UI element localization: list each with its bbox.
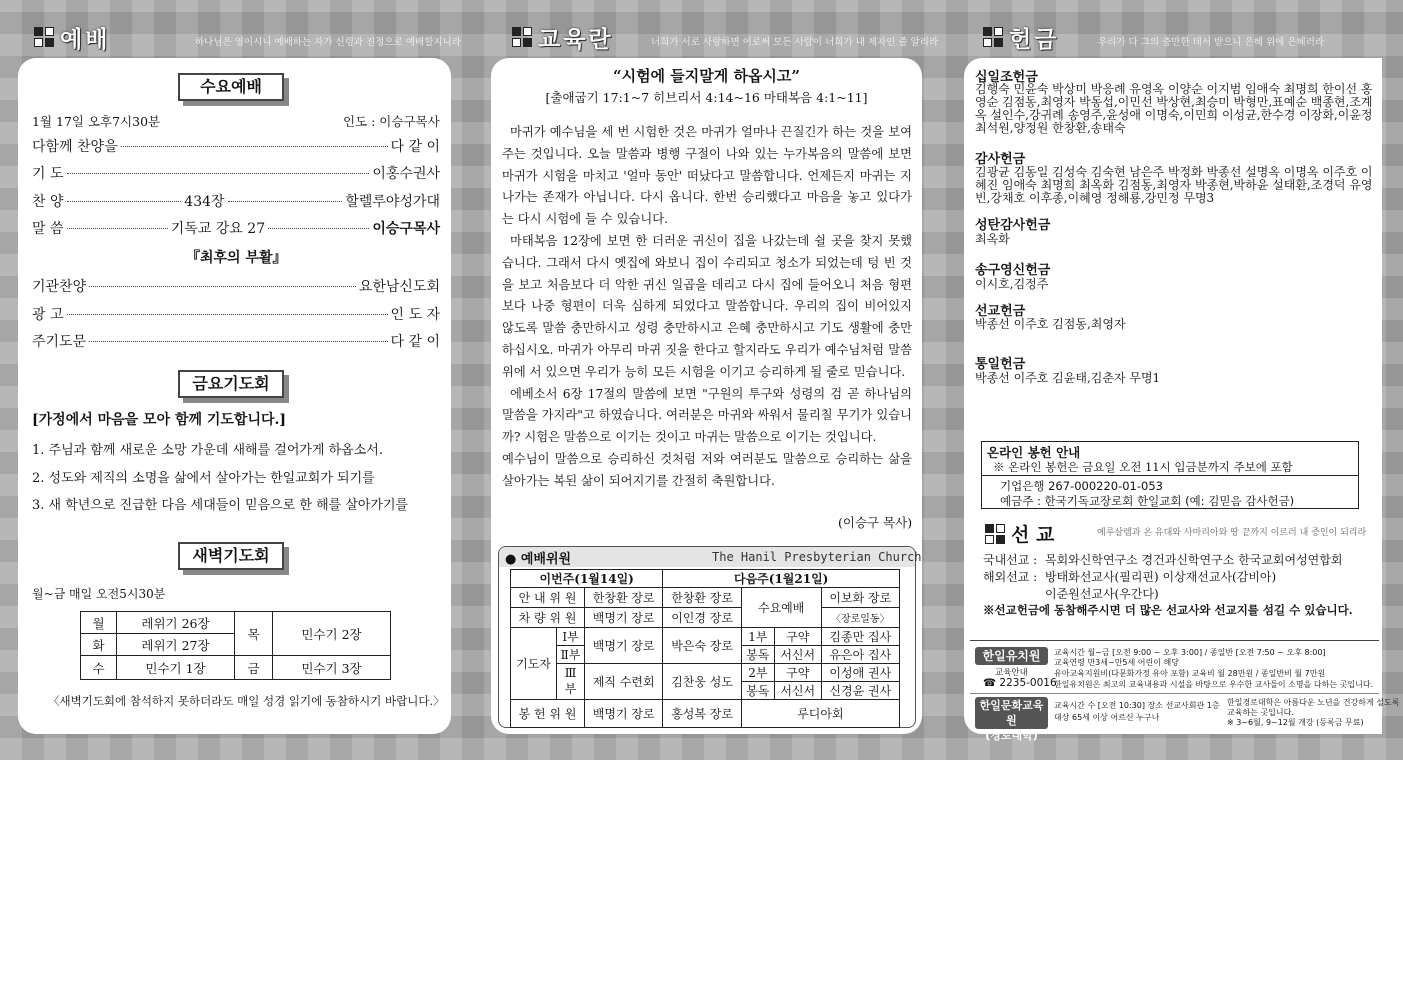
part-cell: Ⅲ부 [557,664,585,700]
online-title: 온라인 봉헌 안내 [987,445,1081,460]
role-cell: 안 내 위 원 [511,588,585,608]
order-person: 다 같 이 [390,139,440,155]
senior-info: ※ 3~6월, 9~12월 개강 (등록금 무료) [1227,718,1364,727]
dawn-time: 월~금 매일 오전5시30분 [32,587,166,601]
kindergarten-subtitle: 교육안내 [995,668,1028,678]
online-note: ※ 온라인 봉헌은 금요일 오전 11시 입금분까지 주보에 포함 [993,460,1293,474]
overseas-label: 해외선교 : [983,570,1038,584]
order-label: 기관찬양 [32,279,87,295]
order-label: 찬 양 [32,194,64,210]
prayer-item: 1. 주님과 함께 새로운 소망 가운데 새해를 걸어가게 하옵소서. [32,443,383,458]
offering-names: 박종선 이주호 김점동,최영자 [975,317,1126,331]
friday-subtitle: [가정에서 마음을 모아 함께 기도합니다.] [32,412,287,428]
offering-tagline: 우리가 다 그의 충만한 데서 받으니 은혜 위에 은혜러라 [1098,37,1325,48]
order-person: 할렐루야성가대 [345,194,441,210]
person-cell: 백명기 장로 [585,628,663,664]
order-row [32,331,440,351]
part-cell: 봉독 [741,682,774,700]
person-cell: 백명기 장로 [585,608,663,628]
person-cell: 〈장로일동〉 [821,608,899,628]
table-row [511,570,900,588]
senior-info: 대상 65세 이상 어르신 누구나 [1054,713,1160,722]
person-cell: 한창환 장로 [663,588,741,608]
person-cell: 한창환 장로 [585,588,663,608]
worship-tagline: 하나님은 영이시니 예배하는 자가 신령과 진정으로 예배할지니라 [195,37,461,48]
senior-badge-line: (경로대학) [985,729,1038,742]
worship-title: 예배 [60,26,111,53]
role-cell: 봉 헌 위 원 [511,700,585,728]
order-label: 광 고 [32,307,64,323]
kindergarten-info: 교육시간 월~금 [오전 9:00 ~ 오후 3:00] / 종일반 [오전 7:50 ~ 오후 8:00] [1054,648,1326,657]
sermon-body [502,122,912,493]
day-cell: 월 [81,612,117,634]
wed-service-title: 수요예배 [178,73,284,101]
day-cell: 수 [81,656,117,680]
ad-divider [970,693,1379,694]
account-holder: 예금주 : 한국기독교장로회 한일교회 (예: 김믿음 감사헌금) [1000,494,1295,508]
part-cell: 구약 [774,664,821,682]
order-person: 요한남신도회 [358,279,440,295]
offering-group-label: 감사헌금 [975,152,1026,167]
person-cell: 루디아회 [741,700,899,728]
table-row [511,700,900,728]
prayer-item: 2. 성도와 제직의 소명을 삶에서 살아가는 한일교회가 되기를 [32,471,375,486]
role-cell: 수요예배 [741,588,821,628]
bank-account: 기업은행 267-000220-01-053 [1000,479,1163,493]
offering-header [983,22,1059,52]
senior-info: 교육시간 수 [오전 10:30] 장소 선교사회관 1층 [1054,701,1220,710]
offering-names: 김광균 김동일 김성숙 김숙현 남은주 박정화 박종선 설명옥 이명옥 이주호 이혜진 임애숙 최명희 최옥화 김점동,최영자 박종현,박하윤 설태환,조경덕 유영빈,강채호 이후종,이혜영 정해룡,강민정 무명3 [975,165,1373,205]
order-row [32,191,440,211]
reading-cell: 레위기 26장 [117,612,235,634]
order-label: 주기도문 [32,334,87,350]
offering-names: 최옥화 [975,232,1010,246]
senior-badge-line: 한일문화교육원 [979,699,1044,727]
order-row [32,163,440,183]
online-divider [981,475,1359,476]
friday-prayer-title: 금요기도회 [178,370,284,398]
part-cell: 서신서 [774,682,821,700]
order-row [32,276,440,296]
offering-group-label: 성탄감사헌금 [975,218,1051,233]
grid-icon [512,27,532,47]
reading-cell: 민수기 3장 [273,656,391,680]
offering-group-label: 선교헌금 [975,304,1026,319]
order-label: 다함께 찬양을 [32,139,118,155]
sermon-paragraph: 마귀가 예수님을 세 번 시험한 것은 마귀가 얼마나 끈질긴가 하는 것을 보여주는 것입니다. 오늘 말씀과 병행 구절이 나와 있는 누가복음의 말씀에 보면 마귀가 시험을 마치고 '얼마 동안' 떠났다고 말씀합니다. 언제든지 마귀는 지나가는 존재가 아닙니다. 다시 옵니다. 한번 승리했다고 마음을 놓고 있다가는 다시 시험에 들 수 있습니다. [502,125,912,227]
person-cell: 백명기 장로 [585,700,663,728]
overseas-missions-2: 이준원선교사(우간다) [1045,587,1159,601]
senior-college-badge [975,697,1048,742]
worship-header [34,22,110,52]
order-detail: 기독교 강요 27 [170,221,266,237]
kindergarten-info: 유아교육지원비(다문화가정 유아 포함) 교육비 월 28만원 / 종일반비 월 7만원 [1054,669,1326,678]
committee-table [510,569,900,728]
grid-icon [983,27,1003,47]
part-cell: Ⅰ부 [557,628,585,646]
sermon-title: 『최후의 부활』 [186,250,287,266]
domestic-missions: 목회와신학연구소 경건과신학연구소 한국교회여성연합회 [1045,553,1343,567]
order-person: 다 같 이 [390,334,440,350]
table-row [81,612,391,634]
reading-cell: 레위기 27장 [117,634,235,656]
grid-icon [34,27,54,47]
sermon-heading: “시험에 들지말게 하옵시고” [612,67,801,85]
offering-names: 김행숙 민윤숙 박상미 박응례 유영옥 이양순 이지범 임애숙 최명희 한이선 홍영순 김점동,최영자 박동섭,이민선 박상현,최승미 박형만,표예순 백종현,조계옥 설인수,강귀례 송영주,윤성애 이명숙,이민희 이성균,한수경 이장화,이윤정 최석원,양정원 한창환,송태숙 [975,82,1373,135]
table-row [511,628,900,646]
offering-names: 박종선 이주호 김윤태,김춘자 무명1 [975,371,1161,385]
day-cell: 화 [81,634,117,656]
sermon-paragraph: 예수님이 말씀으로 승리하신 것처럼 저와 여러분도 말씀으로 승리하는 삶을 살아가는 복된 삶이 되어지기를 간절히 축원합니다. [502,451,912,488]
dawn-note: 〈새벽기도회에 참석하지 못하더라도 매일 성경 읽기에 동참하시기 바랍니다.〉 [48,694,445,708]
role-cell: 기도자 [511,628,557,700]
order-person: 이승구목사 [372,221,440,237]
order-person: 이홍수권사 [372,166,440,182]
scripture-refs: [출애굽기 17:1~7 히브리서 4:14~16 마태복음 4:1~11] [545,90,868,105]
prayer-item: 3. 새 학년으로 진급한 다음 세대들이 믿음으로 한 해를 살아가기를 [32,498,409,513]
committee-title: ● 예배위원 [505,552,572,567]
role-cell: 차 량 위 원 [511,608,585,628]
kindergarten-phone: ☎ 2235-0016 [983,677,1057,689]
order-row [32,218,440,238]
offering-panel [964,58,1382,734]
wed-date: 1월 17일 오후7시30분 [32,114,161,129]
part-cell: Ⅱ부 [557,646,585,664]
offering-names: 이시호,김정주 [975,277,1049,291]
overseas-missions: 방태화선교사(필리핀) 이상재선교사(감비아) [1045,570,1277,584]
person-cell: 이보화 장로 [821,588,899,608]
table-row [511,664,900,682]
mission-tagline: 예루살렘과 온 유대와 사마리아와 땅 끝까지 이르러 내 증인이 되리라 [1097,528,1367,538]
dawn-schedule-table [80,611,391,680]
church-english-name: The Hanil Presbyterian Church [712,550,922,564]
kindergarten-badge: 한일유치원 [975,647,1048,665]
part-cell: 2부 [741,664,774,682]
offering-group-label: 십일조헌금 [975,70,1038,85]
ad-divider [970,640,1379,641]
sermon-signature: (이승구 목사) [838,515,913,530]
domestic-label: 국내선교 : [983,553,1038,567]
order-person: 인 도 자 [390,307,440,323]
person-cell: 신경윤 권사 [821,682,899,700]
order-label: 기 도 [32,166,64,182]
part-cell: 구약 [774,628,821,646]
offering-group-label: 송구영신헌금 [975,263,1051,278]
education-tagline: 너희가 서로 사랑하면 이로써 모든 사람이 너희가 내 제자인 줄 알리라 [651,37,939,48]
part-cell: 1부 [741,628,774,646]
column-header: 다음주(1월21일) [663,570,900,588]
part-cell: 봉독 [741,646,774,664]
mission-header [985,520,1054,547]
education-header [512,22,614,52]
order-label: 말 씀 [32,221,64,237]
day-cell: 금 [235,656,273,680]
senior-info: 한일경로대학은 아름다운 노년을 건강하게 설도록 [1227,698,1400,707]
wed-leader: 인도 : 이승구목사 [343,114,440,129]
sermon-paragraph: 마태복음 12장에 보면 한 더러운 귀신이 집을 나갔는데 쉴 곳을 찾지 못했습니다. 그래서 다시 옛집에 와보니 집이 수리되고 청소가 되었는데 텅 빈 것을 보고 처음보다 더 악한 귀신 일곱을 데리고 다시 집에 들어오니 처음 형편보다 나중 형편이 더욱 심하게 되었다고 말씀합니다. 우리의 집이 비어있지 않도록 말씀 충만하시고 성령 충만하시고 은혜 충만하시고 기도 생활에 충만 하십시오. 마귀가 아무리 마귀 짓을 한다고 할지라도 우리가 예수님처럼 말씀 위에 서 있으면 우리가 능히 모든 시험을 이기고 승리하게 될 줄로 믿습니다. [502,233,912,379]
column-header: 이번주(1월14일) [511,570,663,588]
education-title: 교육란 [538,26,614,53]
kindergarten-info: 한일유치원은 최고의 교육내용과 시설을 바탕으로 우수한 교사들이 소명을 다하는 곳입니다. [1054,680,1374,689]
table-row [511,608,900,628]
sermon-paragraph: 에베소서 6장 17절의 말씀에 보면 "구원의 투구와 성령의 검 곧 하나님의 말씀을 가지라"고 하였습니다. 여러분은 마귀와 싸워서 물리칠 무기가 있습니까? 시험은 말씀으로 이기는 것이고 마귀는 말씀으로 이기는 것입니다. [502,386,912,445]
person-cell: 김종만 집사 [821,628,899,646]
person-cell: 홍성복 장로 [663,700,741,728]
person-cell: 박은숙 장로 [663,628,741,664]
grid-icon [985,524,1005,544]
order-row [32,136,440,156]
person-cell: 이성애 권사 [821,664,899,682]
order-row [32,304,440,324]
reading-cell: 민수기 2장 [273,612,391,656]
kindergarten-info: 교육연령 만3세~만5세 어린이 해당 [1054,658,1179,667]
mission-note: ※선교헌금에 동참해주시면 더 많은 선교사와 선교지를 섬길 수 있습니다. [983,603,1353,617]
table-row [511,588,900,608]
offering-title: 헌금 [1009,26,1060,53]
person-cell: 제직 수련회 [585,664,663,700]
mission-title: 선 교 [1011,524,1055,546]
order-detail: 434장 [184,194,225,210]
dawn-prayer-title: 새벽기도회 [178,542,284,570]
person-cell: 이인경 장로 [663,608,741,628]
table-row [81,656,391,680]
senior-info: 교육하는 곳입니다. [1227,708,1294,717]
reading-cell: 민수기 1장 [117,656,235,680]
part-cell: 서신서 [774,646,821,664]
person-cell: 유은아 집사 [821,646,899,664]
day-cell: 목 [235,612,273,656]
person-cell: 김찬웅 성도 [663,664,741,700]
offering-group-label: 통일헌금 [975,357,1026,372]
